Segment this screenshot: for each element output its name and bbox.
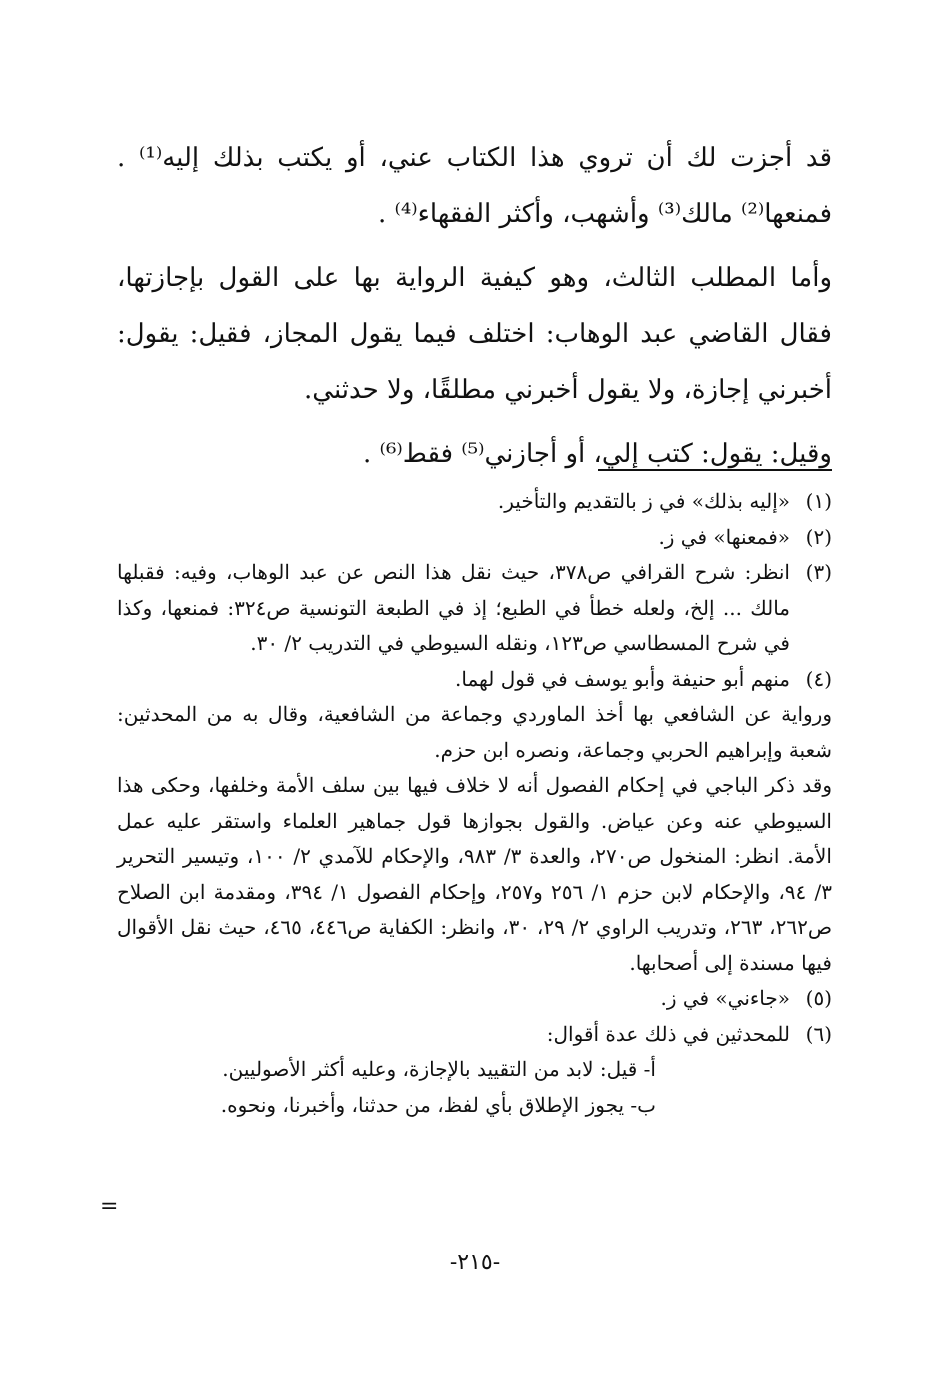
footnotes [117,484,832,1123]
footnote-text: ورواية عن الشافعي بها أخذ الماوردي وجماعة من الشافعية، وقال به من المحدثين: شعبة وإبراهيم الحربي وجماعة، ونصره ابن حزم. [117,702,832,762]
footnote-number: (٢) [805,524,832,549]
footnote-number: (٣) [805,560,832,584]
continuation-mark: = [100,1194,119,1219]
footnote-5 [117,981,832,1017]
footnote-4-continuation-2 [117,768,832,981]
main-paragraph-1: قد أجزت لك أن تروي هذا الكتاب عني، أو يكتب بذلك إليه⁽¹⁾ . فمنعها⁽²⁾ مالك⁽³⁾ وأشهب، وأكثر الفقهاء⁽⁴⁾ . [117,143,833,229]
footnote-text: «جاءني» في ز. [660,986,790,1010]
footnote-6-subitem-a [117,1052,832,1088]
footnote-4 [117,662,832,698]
footnote-text: وقد ذكر الباجي في إحكام الفصول أنه لا خلاف فيها بين سلف الأمة وخلفها، وحكى هذا السيوطي عنه وعن عياض. والقول بجوازها قول جماهير العلماء واستقر عليه عمل الأمة. انظر: المنخول ص٢٧٠، والعدة ٣/ ٩٨٣، والإحكام للآمدي ٢/ ١٠٠، وتيسير التحرير ٣/ ٩٤، والإحكام لابن حزم ١/ ٢٥٦ و٢٥٧، وإحكام الفصول ١/ ٣٩٤، ومقدمة ابن الصلاح ص٢٦٢، ٢٦٣، وتدريب الراوي ٢/ ٢٩، ٣٠، وانظر: الكفاية ص٤٤٦، ٤٦٥، حيث نقل الأقوال فيها مسندة إلى أصحابها. [117,773,833,975]
footnote-text: للمحدثين في ذلك عدة أقوال: [546,1021,790,1046]
footnote-number: (١) [805,489,832,513]
footnote-6 [117,1017,832,1053]
page-number: -٢١٥- [449,1250,501,1275]
footnote-number: (٥) [805,986,832,1010]
footnote-number: (٦) [805,1021,832,1046]
footnote-2 [117,520,832,556]
footnote-text: منهم أبو حنيفة وأبو يوسف في قول لهما. [455,666,790,691]
footnote-1 [117,484,832,520]
footnote-3 [117,555,832,662]
main-paragraph-3: وقيل: يقول: كتب إلي، أو أجازني⁽⁵⁾ فقط⁽⁶⁾ . [363,439,832,469]
footnote-text: انظر: شرح القرافي ص٣٧٨، حيث نقل هذا النص عن عبد الوهاب، وفيه: فقبلها مالك ... إلخ، ولعله خطأ في الطبع؛ إذ في الطبعة التونسية ص٣٢٤: فمنعها، وكذا في شرح المسطاسي ص١٢٣، ونقله السيوطي في التدريب ٢/ ٣٠. [117,560,790,655]
main-text [117,130,832,482]
footnote-text: «فمعنها» في ز. [658,524,790,549]
footnote-separator [598,469,832,471]
footnote-6-subitem-b [117,1088,832,1124]
subitem-text: أ- قيل: لابد من التقييد بالإجازة، وعليه أكثر الأصوليين. [222,1057,656,1081]
footnote-number: (٤) [805,666,832,691]
footnote-4-continuation-1 [117,697,832,768]
subitem-text: ب- يجوز الإطلاق بأي لفظ، من حدثنا، وأخبرنا، ونحوه. [220,1092,656,1117]
main-paragraph-2: وأما المطلب الثالث، وهو كيفية الرواية بها على القول بإجازتها، فقال القاضي عبد الوهاب: اختلف فيما يقول المجاز، فقيل: يقول: أخبرني إجازة، ولا يقول أخبرني مطلقًا، ولا حدثني. [117,263,832,405]
footnote-text: «إليه بذلك» في ز بالتقديم والتأخير. [497,489,790,513]
